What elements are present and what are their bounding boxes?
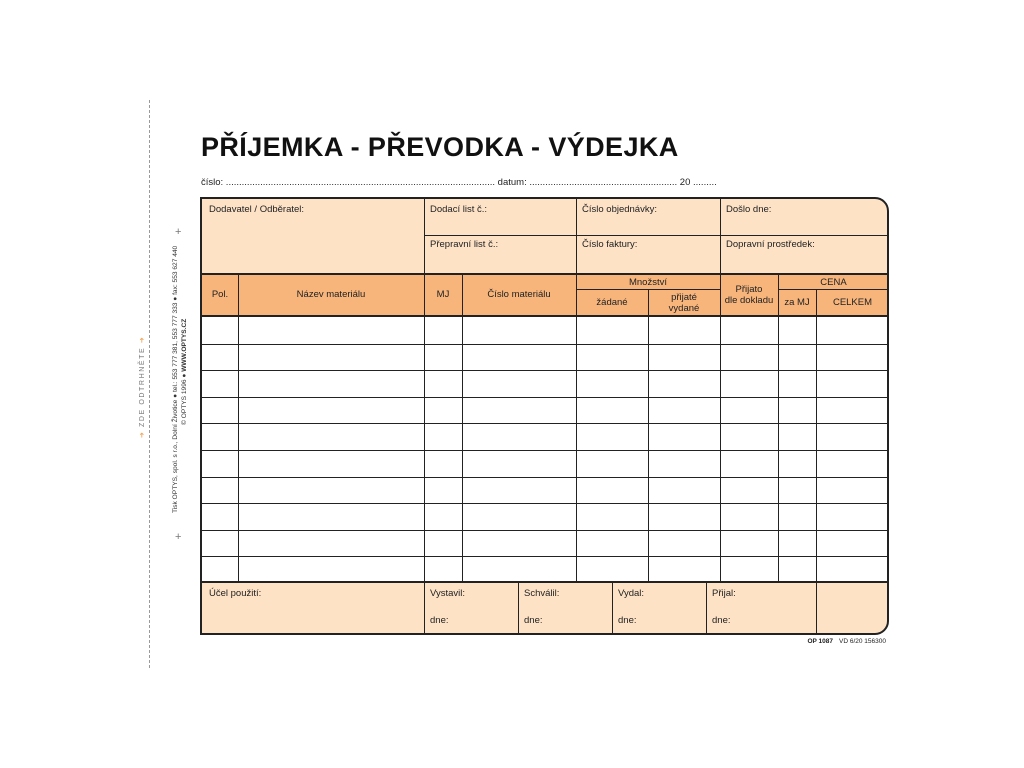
- col-pol-header: Pol.: [211, 289, 229, 300]
- issued-by-field[interactable]: Vystavil:: [430, 588, 466, 599]
- col-total-header: CELKEM: [832, 297, 873, 308]
- printer-website: WWW.OPTYS.CZ: [181, 318, 188, 372]
- top-divider: [424, 199, 425, 275]
- transport-note-field[interactable]: Přepravní list č.:: [430, 239, 499, 250]
- table-body[interactable]: [202, 317, 889, 581]
- purpose-field[interactable]: Účel použití:: [209, 588, 262, 599]
- form-title: PŘÍJEMKA - PŘEVODKA - VÝDEJKA: [201, 132, 679, 162]
- delivery-note-field[interactable]: Dodací list č.:: [430, 204, 488, 215]
- supplier-field[interactable]: Dodavatel / Odběratel:: [209, 204, 305, 215]
- footer-divider: [612, 583, 613, 635]
- col-requested-header: žádané: [596, 297, 628, 308]
- arrow-icon: ➜: [139, 335, 146, 344]
- table-row-line: [202, 477, 889, 478]
- released-date-field[interactable]: dne:: [618, 615, 637, 626]
- table-row-line: [202, 556, 889, 557]
- transport-means-field[interactable]: Dopravní prostředek:: [726, 239, 815, 250]
- received-line1: přijaté: [671, 292, 697, 303]
- top-divider: [424, 235, 889, 236]
- top-divider: [576, 199, 577, 275]
- order-number-field[interactable]: Číslo objednávky:: [582, 204, 657, 215]
- accepted-line1: Přijato: [735, 284, 763, 295]
- col-per-mj-header: za MJ: [784, 297, 810, 308]
- col-accepted-header: [720, 284, 778, 306]
- copyright-text: © OPTYS 1996 ●: [181, 373, 188, 425]
- col-mj-header: MJ: [436, 289, 450, 300]
- column-line: [720, 275, 721, 581]
- form-code: [807, 638, 886, 645]
- printer-copyright: [181, 319, 188, 425]
- top-divider: [720, 199, 721, 275]
- footer-divider: [518, 583, 519, 635]
- col-price-header: CENA: [820, 277, 847, 288]
- column-line: [462, 275, 463, 581]
- released-by-field[interactable]: Vydal:: [618, 588, 645, 599]
- registration-mark-top: +: [175, 226, 182, 238]
- approved-date-field[interactable]: dne:: [524, 615, 543, 626]
- registration-mark-bottom: +: [175, 531, 182, 543]
- column-line: [576, 275, 577, 581]
- column-line: [424, 275, 425, 581]
- issued-date-field[interactable]: dne:: [430, 615, 449, 626]
- arrived-date-field[interactable]: Došlo dne:: [726, 204, 772, 215]
- tear-off-line: [149, 100, 150, 668]
- footer-divider: [816, 583, 817, 635]
- header-subdivider: [778, 289, 889, 290]
- printer-info: Tisk OPTYS, spol. s r.o., Dolní Životice ● tel.: 553 777 381, 553 777 333 ● fax: 553 627 440: [172, 245, 179, 513]
- footer-divider: [424, 583, 425, 635]
- col-received-header: [648, 292, 720, 314]
- column-line: [816, 289, 817, 581]
- footer-top-line: [202, 581, 889, 583]
- column-line: [778, 275, 779, 581]
- col-material-name-header: Název materiálu: [296, 289, 366, 300]
- approved-by-field[interactable]: Schválil:: [524, 588, 560, 599]
- table-row-line: [202, 503, 889, 504]
- table-row-line: [202, 397, 889, 398]
- table-row-line: [202, 423, 889, 424]
- table-row-line: [202, 450, 889, 451]
- arrow-icon: ➜: [139, 430, 146, 438]
- received-date-field[interactable]: dne:: [712, 615, 731, 626]
- invoice-number-field[interactable]: Číslo faktury:: [582, 239, 638, 250]
- accepted-line2: dle dokladu: [724, 295, 774, 306]
- col-quantity-header: Množství: [628, 277, 667, 288]
- received-by-field[interactable]: Přijal:: [712, 588, 736, 599]
- table-row-line: [202, 530, 889, 531]
- tear-here-text: ZDE ODTRHNĚTE: [139, 346, 146, 427]
- receipt-form: [200, 197, 889, 635]
- footer-divider: [706, 583, 707, 635]
- number-date-line[interactable]: číslo: ...................................................................................................... datum: ........................................................ 20 .........: [201, 177, 717, 188]
- column-line: [648, 289, 649, 581]
- form-code-bold: OP 1087: [807, 638, 834, 645]
- table-row-line: [202, 344, 889, 345]
- received-line2: vydané: [668, 303, 700, 314]
- table-row-line: [202, 370, 889, 371]
- col-material-number-header: Číslo materiálu: [487, 289, 551, 300]
- form-code-rest: VD 6/20 156300: [839, 638, 886, 645]
- column-line: [238, 275, 239, 581]
- tear-here-label: [138, 336, 146, 438]
